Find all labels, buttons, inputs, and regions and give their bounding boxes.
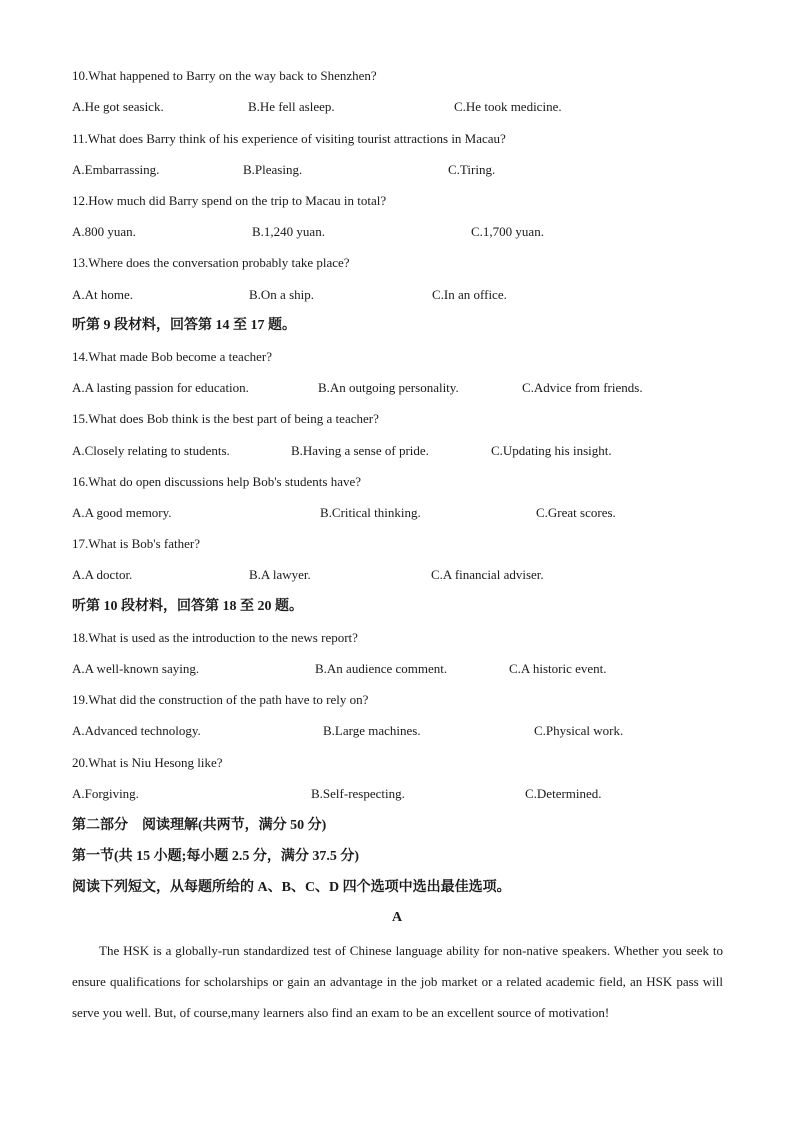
option-b: B.Self-respecting.: [311, 786, 405, 801]
option-c: C.Great scores.: [536, 505, 616, 520]
question-20-stem: 20.What is Niu Hesong like?: [72, 755, 223, 770]
option-a: A.A doctor.: [72, 567, 133, 582]
option-c: C.Tiring.: [448, 162, 496, 177]
option-c: C.Determined.: [525, 786, 602, 801]
passage-label: A: [391, 910, 403, 925]
question-11-stem: 11.What does Barry think of his experience of visiting tourist attractions in Macau?: [72, 131, 506, 146]
question-13-stem: 13.Where does the conversation probably take place?: [72, 255, 350, 270]
option-b: B.Pleasing.: [243, 162, 303, 177]
option-a: A.A lasting passion for education.: [72, 380, 249, 395]
option-c: C.Updating his insight.: [491, 443, 612, 458]
option-a: A.Closely relating to students.: [72, 443, 230, 458]
part-2-heading: 第二部分 阅读理解(共两节，满分 50 分): [72, 818, 327, 833]
option-b: B.Having a sense of pride.: [291, 443, 429, 458]
option-c: C.In an office.: [432, 287, 507, 302]
option-a: A.A well-known saying.: [72, 661, 200, 676]
option-c: C.A financial adviser.: [431, 567, 544, 582]
option-a: A.Forgiving.: [72, 786, 139, 801]
option-b: B.On a ship.: [249, 287, 314, 302]
option-b: B.A lawyer.: [249, 567, 311, 582]
option-b: B.An outgoing personality.: [318, 380, 459, 395]
option-b: B.Large machines.: [323, 723, 421, 738]
question-16-stem: 16.What do open discussions help Bob's students have?: [72, 474, 362, 489]
option-c: C.1,700 yuan.: [471, 224, 544, 239]
section-9-heading: 听第 9 段材料，回答第 14 至 17 题。: [72, 318, 296, 333]
option-c: C.Physical work.: [534, 723, 624, 738]
question-12-stem: 12.How much did Barry spend on the trip to Macau in total?: [72, 193, 387, 208]
question-15-stem: 15.What does Bob think is the best part of being a teacher?: [72, 411, 379, 426]
question-10-stem: 10.What happened to Barry on the way back to Shenzhen?: [72, 68, 377, 83]
reading-instruction: 阅读下列短文，从每题所给的 A、B、C、D 四个选项中选出最佳选项。: [72, 880, 511, 895]
option-a: A.At home.: [72, 287, 134, 302]
section-10-heading: 听第 10 段材料，回答第 18 至 20 题。: [72, 599, 303, 614]
option-c: C.Advice from friends.: [522, 380, 643, 395]
option-a: A.Advanced technology.: [72, 723, 201, 738]
option-b: B.An audience comment.: [315, 661, 448, 676]
option-c: C.A historic event.: [509, 661, 607, 676]
option-a: A.A good memory.: [72, 505, 172, 520]
option-b: B.Critical thinking.: [320, 505, 421, 520]
option-b: B.1,240 yuan.: [252, 224, 325, 239]
option-a: A.He got seasick.: [72, 99, 164, 114]
question-18-stem: 18.What is used as the introduction to the news report?: [72, 630, 358, 645]
question-17-stem: 17.What is Bob's father?: [72, 536, 200, 551]
option-b: B.He fell asleep.: [248, 99, 335, 114]
option-a: A.800 yuan.: [72, 224, 136, 239]
option-c: C.He took medicine.: [454, 99, 562, 114]
section-1-heading: 第一节(共 15 小题;每小题 2.5 分，满分 37.5 分): [72, 849, 359, 864]
question-19-stem: 19.What did the construction of the path have to rely on?: [72, 692, 369, 707]
question-14-stem: 14.What made Bob become a teacher?: [72, 349, 272, 364]
passage-paragraph: The HSK is a globally-run standardized test of Chinese language ability for non-native speakers. Whether you seek to ensure qualifications for scholarships or gain an advantage in the job market or a related academic field, an HSK pass will serve you well. But, of course,many learners also find an exam to be an excellent source of motivation!: [72, 943, 723, 1020]
option-a: A.Embarrassing.: [72, 162, 160, 177]
